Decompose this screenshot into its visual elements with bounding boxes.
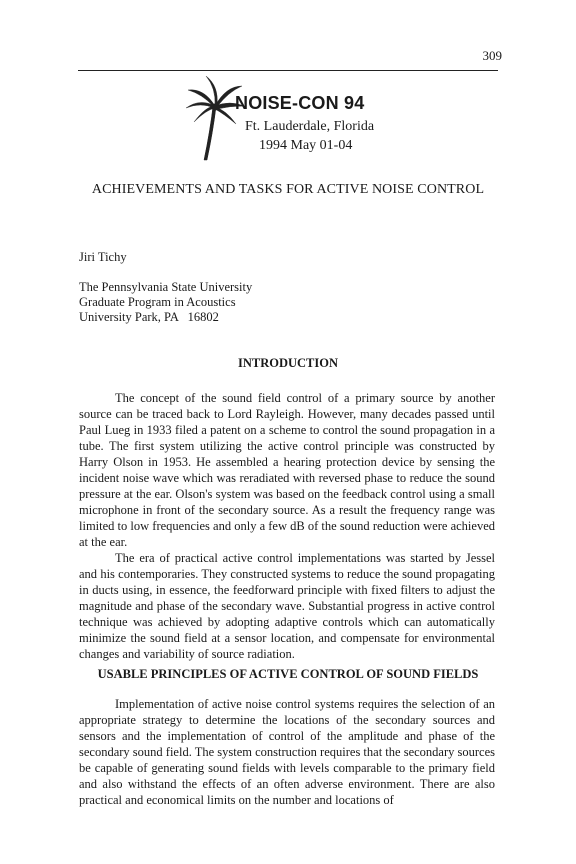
affiliation-line: Graduate Program in Acoustics bbox=[79, 295, 236, 309]
conference-location: Ft. Lauderdale, Florida bbox=[245, 119, 375, 134]
author-affiliation bbox=[79, 280, 252, 325]
usable-principles-body bbox=[79, 696, 495, 808]
affiliation-line: The Pennsylvania State University bbox=[79, 280, 253, 294]
body-paragraph: Implementation of active noise control systems requires the selection of an appropriate strategy to determine the locations of the secondary sources and sensors and the implementation of control of the amplitude and phase of the secondary sound field. The system construction requires that the secondary sources be capable of generating sound fields with levels comparable to the primary field and also withstand the effects of an often adverse environment. There are also practical and economical limits on the number and locations of bbox=[79, 697, 495, 807]
body-paragraph: The era of practical active control implementations was started by Jessel and his contemporaries. They constructed systems to reduce the sound propagating in ducts using, in essence, the feedforward principle with fixed filters to adjust the magnitude and phase of the secondary wave. Substantial progress in active control technique was achieved by adopting adaptive controls which can automatically minimize the sound field at a sensor location, and compensate for environmental changes and variability of source radiation. bbox=[79, 551, 495, 661]
author-name: Jiri Tichy bbox=[79, 250, 127, 264]
section-heading-introduction: INTRODUCTION bbox=[237, 356, 338, 370]
section-heading-usable-principles: USABLE PRINCIPLES OF ACTIVE CONTROL OF SOUND FIELDS bbox=[97, 667, 479, 681]
conference-date: 1994 May 01-04 bbox=[259, 138, 353, 153]
page-number: 309 bbox=[482, 48, 502, 63]
affiliation-line: University Park, PA 16802 bbox=[79, 310, 219, 324]
introduction-body bbox=[79, 390, 495, 662]
header-rule bbox=[78, 70, 498, 71]
body-paragraph: The concept of the sound field control of a primary source by another source can be traced back to Lord Rayleigh. However, many decades passed until Paul Lueg in 1933 filed a patent on a scheme to control the sound propagation in a tube. The first system utilizing the active control principle was constructed by Harry Olson in 1953. He assembled a hearing protection device by sensing the incident noise wave which was reradiated with reversed phase to reduce the sound pressure at the ear. Olson's system was based on the feedback control using a small microphone in front of the secondary source. As a result the frequency range was limited to low frequencies and only a few dB of the sound reduction were achieved at the ear. bbox=[79, 391, 495, 549]
palm-tree-icon bbox=[186, 76, 244, 162]
paper-title: ACHIEVEMENTS AND TASKS FOR ACTIVE NOISE CONTROL bbox=[91, 182, 485, 197]
conference-name: NOISE-CON 94 bbox=[235, 93, 365, 113]
